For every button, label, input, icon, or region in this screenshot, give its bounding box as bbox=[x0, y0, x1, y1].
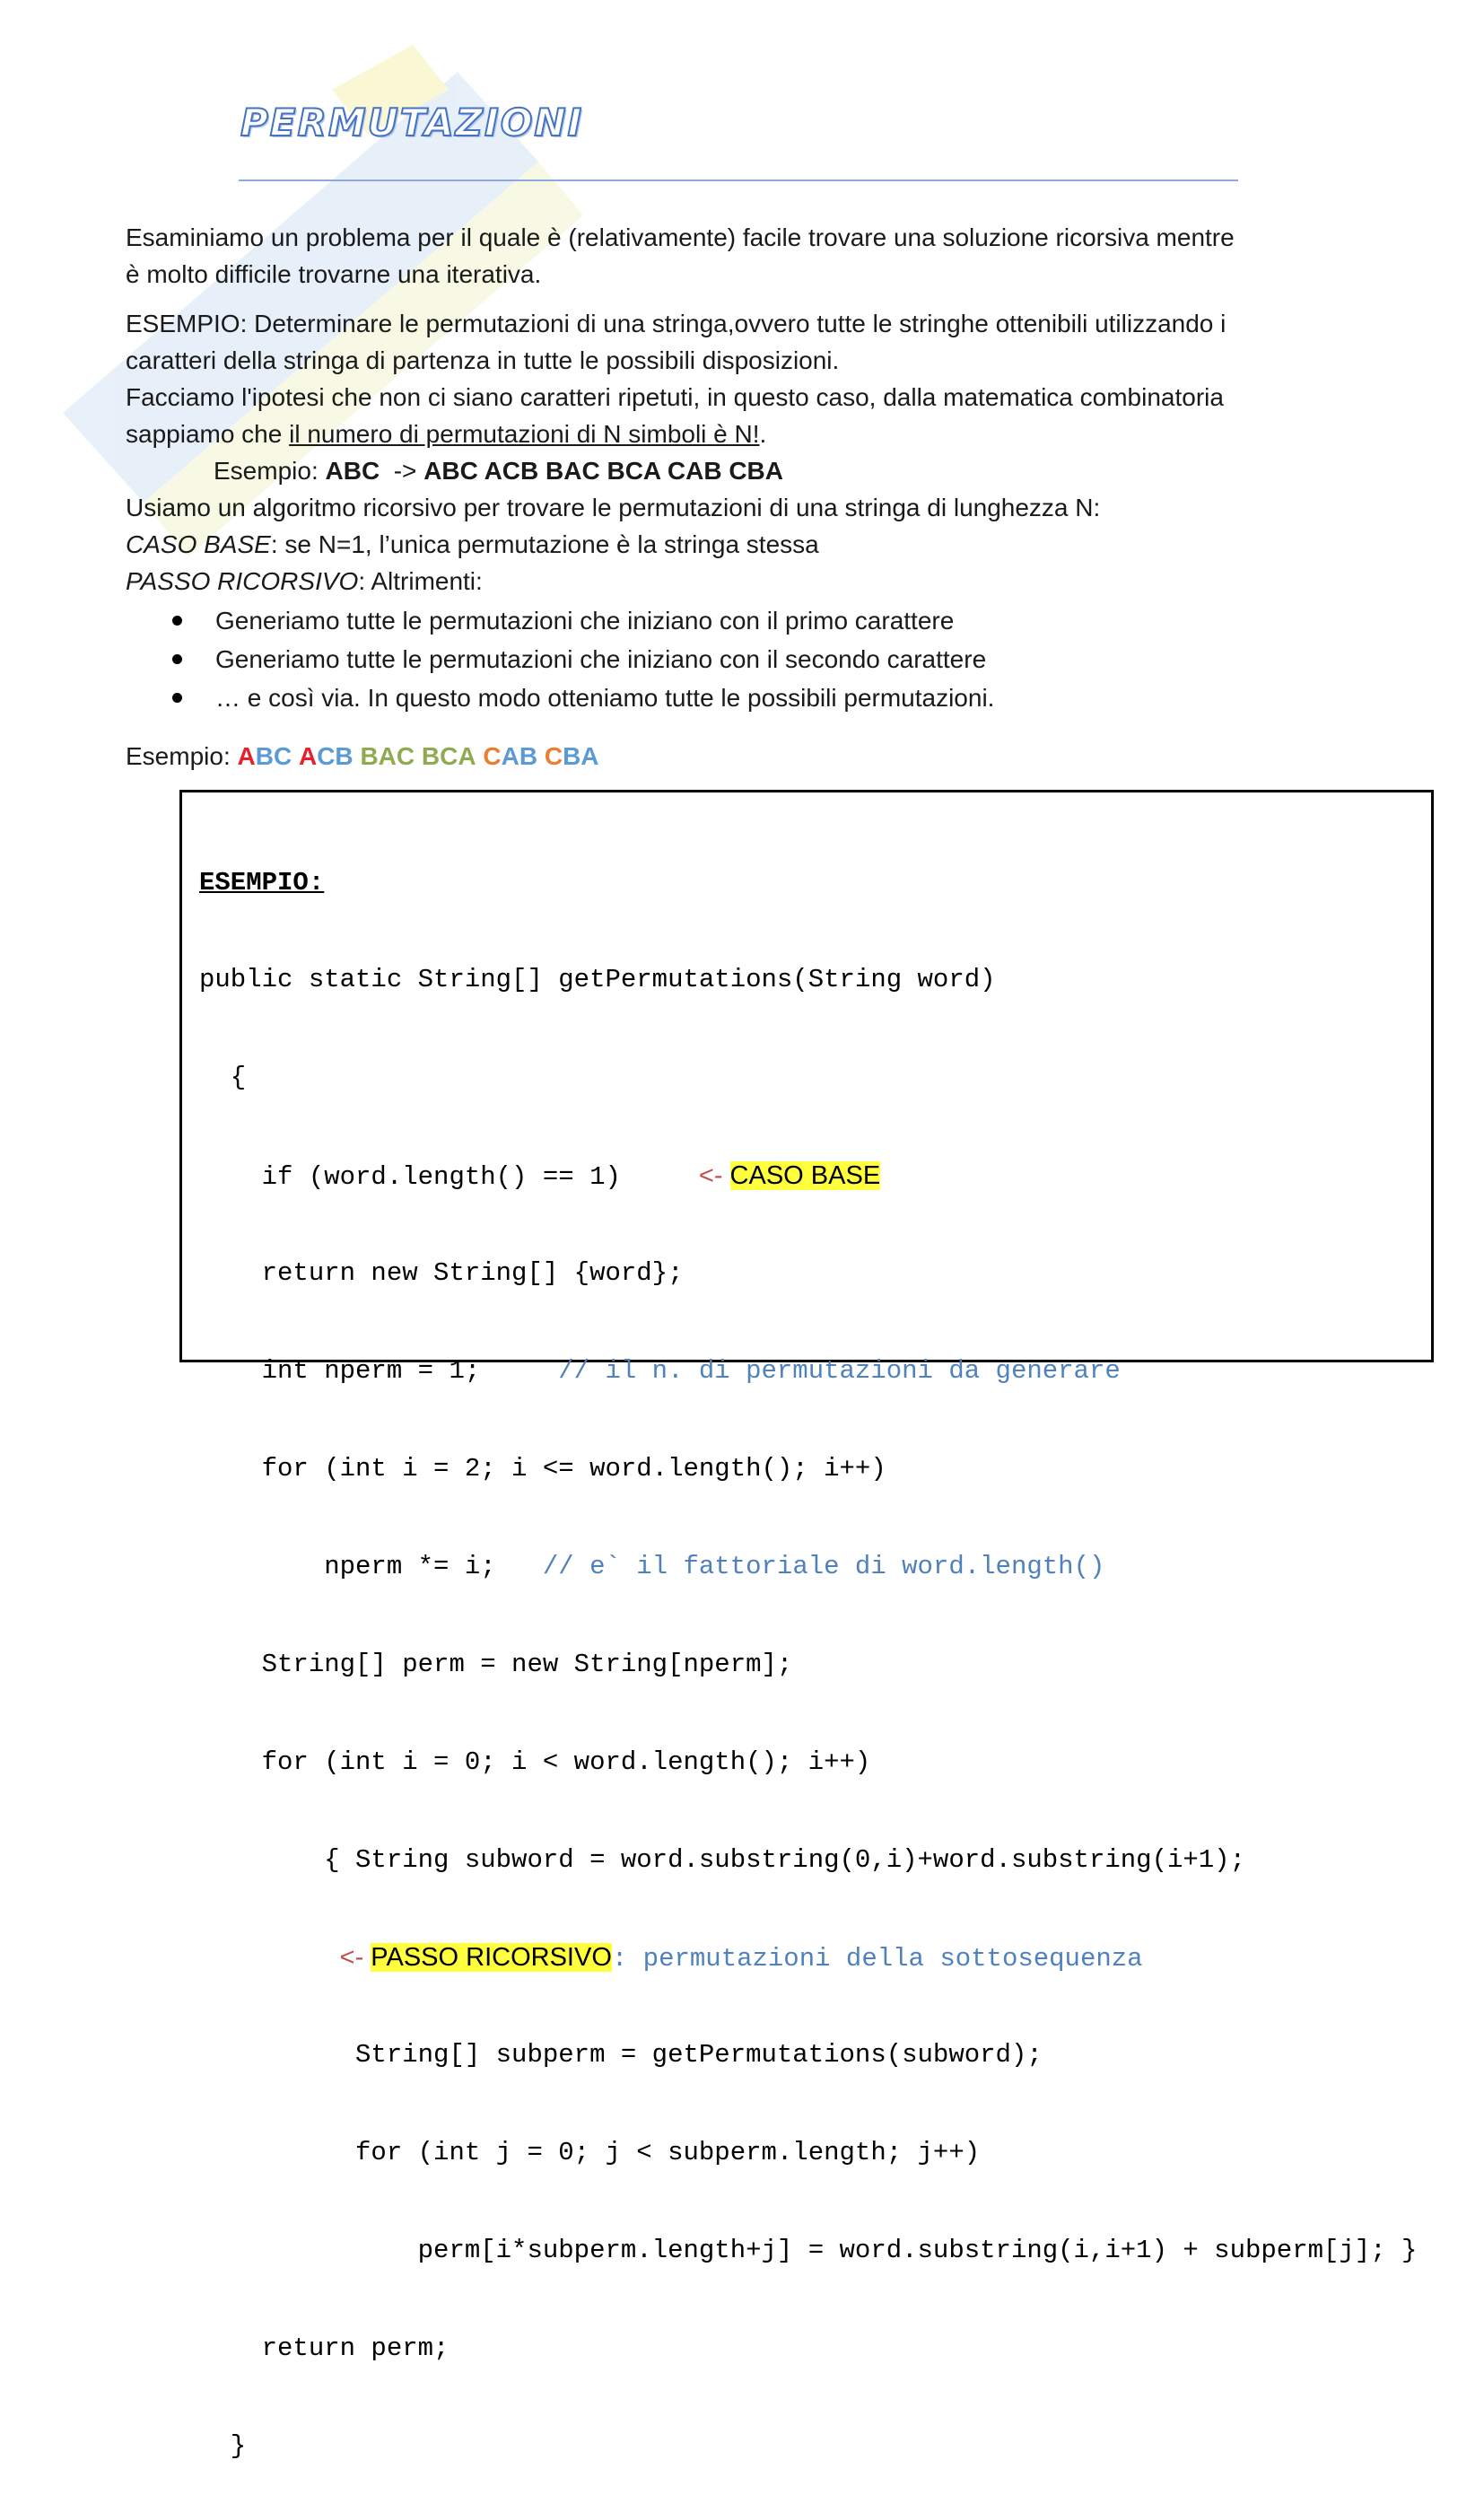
example-output: ABC ACB BAC BCA CAB CBA bbox=[423, 457, 783, 485]
code-comment: // e` il fattoriale di word.length() bbox=[542, 1551, 1105, 1581]
code-line: perm[i*subperm.length+j] = word.substring(i,i+1) + subperm[j]; } bbox=[199, 2236, 1418, 2266]
code-line: public static String[] getPermutations(String word) bbox=[199, 965, 996, 995]
bullet-text: … e così via. In questo modo otteniamo tutte le possibili permutazioni. bbox=[215, 684, 995, 712]
bullet-list bbox=[126, 601, 1382, 717]
perm-first: B bbox=[360, 742, 379, 770]
bullet-item bbox=[126, 640, 1382, 678]
perm-rest: BA bbox=[563, 742, 599, 770]
code-line bbox=[199, 1941, 1417, 1974]
example-line bbox=[126, 452, 1382, 489]
body-text: . bbox=[759, 420, 767, 448]
code-text bbox=[199, 1944, 340, 1974]
code-text: nperm *= i; bbox=[199, 1551, 543, 1581]
colored-example-label: Esempio: bbox=[126, 742, 238, 770]
intro-line: Esaminiamo un problema per il quale è (relativamente) facile trovare una soluzione ricorsiva mentre bbox=[126, 223, 1235, 251]
highlight-base-case: CASO BASE bbox=[729, 1161, 881, 1191]
perm-rest: AC bbox=[378, 742, 415, 770]
recursive-step-label: PASSO RICORSIVO bbox=[126, 567, 359, 595]
example-input: ABC bbox=[325, 457, 380, 485]
bullet-item bbox=[126, 678, 1382, 717]
body-text: sappiamo che bbox=[126, 420, 290, 448]
base-case-line bbox=[126, 526, 1382, 563]
perm-first: A bbox=[237, 742, 256, 770]
example-arrow: -> bbox=[380, 457, 424, 485]
body-line: Usiamo un algoritmo ricorsivo per trovare le permutazioni di una stringa di lunghezza N: bbox=[126, 494, 1101, 521]
intro-line: è molto difficile trovarne una iterativa. bbox=[126, 260, 542, 288]
code-line: for (int i = 2; i <= word.length(); i++) bbox=[199, 1453, 886, 1484]
code-comment: // il n. di permutazioni da generare bbox=[558, 1356, 1121, 1387]
intro-paragraph bbox=[126, 219, 1382, 293]
perm-rest: CB bbox=[317, 742, 354, 770]
base-case-label: CASO BASE bbox=[126, 530, 271, 558]
perm-first: C bbox=[544, 742, 563, 770]
base-case-text: : se N=1, l’unica permutazione è la stringa stessa bbox=[270, 530, 819, 558]
code-line: String[] perm = new String[nperm]; bbox=[199, 1649, 793, 1679]
perm-rest: AB bbox=[501, 742, 538, 770]
bullet-text: Generiamo tutte le permutazioni che iniziano con il secondo carattere bbox=[215, 645, 987, 673]
code-block bbox=[199, 801, 1417, 2495]
example-label: Esempio: bbox=[214, 457, 326, 485]
bullet-item bbox=[126, 601, 1382, 640]
recursive-step-text: : Altrimenti: bbox=[358, 567, 483, 595]
perm-rest: CA bbox=[440, 742, 476, 770]
bullet-icon bbox=[172, 616, 182, 626]
code-heading: ESEMPIO: bbox=[199, 867, 325, 897]
code-text: int nperm = 1; bbox=[199, 1356, 559, 1387]
colored-example bbox=[126, 738, 1382, 775]
code-line: { String subword = word.substring(0,i)+word.substring(i+1); bbox=[199, 1844, 1245, 1875]
code-line bbox=[199, 1160, 1417, 1192]
code-line: return perm; bbox=[199, 2333, 450, 2363]
page-title: PERMUTAZIONI bbox=[240, 101, 584, 144]
code-line: { bbox=[199, 1063, 247, 1093]
body-line: Facciamo l'ipotesi che non ci siano caratteri ripetuti, in questo caso, dalla matematica combinatoria bbox=[126, 383, 1224, 411]
code-text: if (word.length() == 1) bbox=[199, 1162, 699, 1193]
recursive-step-line bbox=[126, 563, 1382, 600]
code-line bbox=[199, 1355, 1417, 1388]
code-line: } bbox=[199, 2430, 247, 2461]
perm-first: C bbox=[483, 742, 502, 770]
code-line: return new String[] {word}; bbox=[199, 1258, 684, 1289]
bullet-icon bbox=[172, 693, 182, 703]
code-comment: : permutazioni della sottosequenza bbox=[611, 1944, 1143, 1974]
code-arrow: <- bbox=[339, 1943, 371, 1973]
perm-first: A bbox=[298, 742, 318, 770]
code-arrow: <- bbox=[698, 1161, 730, 1191]
underlined-statement: il numero di permutazioni di N simboli è N! bbox=[289, 420, 760, 448]
body-line bbox=[126, 416, 1382, 452]
perm-rest: BC bbox=[255, 742, 292, 770]
code-line: for (int i = 0; i < word.length(); i++) bbox=[199, 1746, 871, 1777]
highlight-recursive-step: PASSO RICORSIVO bbox=[371, 1943, 612, 1973]
bullet-icon bbox=[172, 654, 182, 664]
title-divider bbox=[239, 179, 1238, 181]
body-line: caratteri della stringa di partenza in tutte le possibili disposizioni. bbox=[126, 346, 840, 374]
body-paragraph bbox=[126, 305, 1382, 600]
code-line bbox=[199, 1551, 1417, 1583]
code-line: for (int j = 0; j < subperm.length; j++) bbox=[199, 2138, 981, 2168]
perm-first: B bbox=[421, 742, 441, 770]
code-line: String[] subperm = getPermutations(subword); bbox=[199, 2040, 1043, 2070]
bullet-text: Generiamo tutte le permutazioni che iniziano con il primo carattere bbox=[215, 607, 955, 635]
body-line: ESEMPIO: Determinare le permutazioni di una stringa,ovvero tutte le stringhe ottenibili utilizzando i bbox=[126, 310, 1226, 337]
